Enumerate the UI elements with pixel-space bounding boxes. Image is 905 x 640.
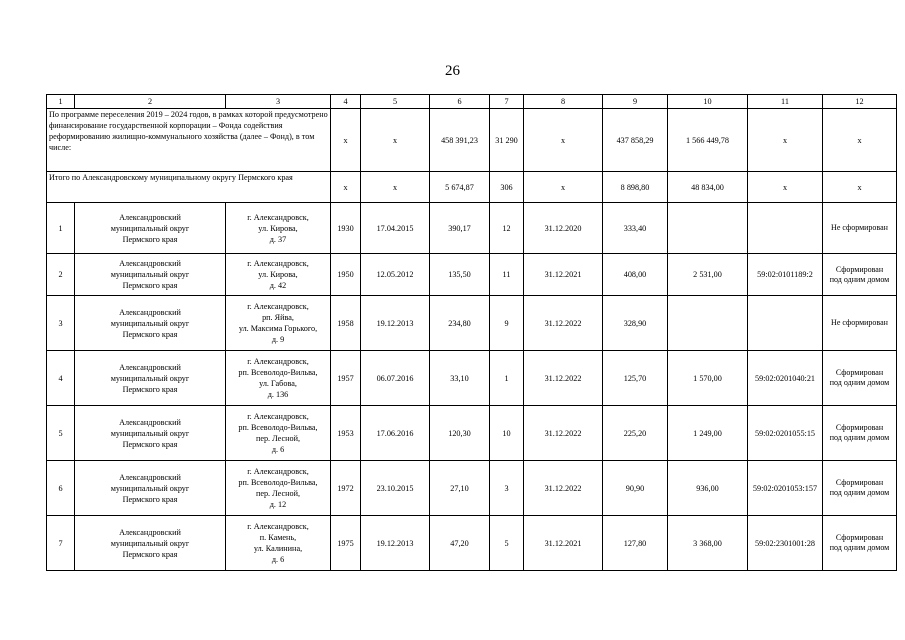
table-row — [47, 296, 897, 351]
cadastral-cell: 59:02:0201040:21 — [748, 351, 823, 406]
address-cell-line: д. 136 — [267, 390, 289, 399]
land-area-cell: 936,00 — [668, 461, 748, 516]
row-number: 4 — [47, 351, 75, 406]
municipality-cell-line: муниципальный округ — [110, 373, 190, 383]
status-cell — [823, 254, 897, 296]
address-cell-line: д. 6 — [271, 445, 285, 454]
address-cell-line: рп. Всеволодо-Вильва, — [238, 423, 318, 432]
table-row — [47, 461, 897, 516]
municipality-cell-line: Пермского края — [122, 329, 178, 339]
municipality-cell-line: Александровский — [119, 307, 181, 317]
column-header: 7 — [490, 95, 524, 109]
column-header: 11 — [748, 95, 823, 109]
address-cell-line: ул. Габова, — [259, 379, 297, 388]
municipality-cell-line: Александровский — [119, 362, 181, 372]
address-cell-line: г. Александровск, — [247, 212, 309, 222]
deadline-cell: 31.12.2021 — [524, 254, 603, 296]
municipality-cell-line: Александровский — [119, 417, 181, 427]
column-header: 5 — [361, 95, 430, 109]
municipality-cell — [75, 461, 226, 516]
address-cell-line: пер. Лесной, — [255, 434, 301, 443]
row-number: 6 — [47, 461, 75, 516]
people-cell: 11 — [490, 254, 524, 296]
date-cell: 19.12.2013 — [361, 516, 430, 571]
date-cell: 06.07.2016 — [361, 351, 430, 406]
address-cell-line: г. Александровск, — [247, 412, 309, 421]
row-number: 1 — [47, 203, 75, 254]
area-cell: 390,17 — [430, 203, 490, 254]
date-cell: 17.04.2015 — [361, 203, 430, 254]
address-cell-line: д. 9 — [271, 335, 285, 344]
total-c11: х — [748, 172, 823, 203]
status-cell — [823, 296, 897, 351]
area2-cell: 127,80 — [603, 516, 668, 571]
program-c10: 1 566 449,78 — [668, 109, 748, 172]
municipality-cell — [75, 203, 226, 254]
address-cell-line: рп. Яйва, — [262, 313, 294, 322]
row-number: 2 — [47, 254, 75, 296]
table-row — [47, 203, 897, 254]
column-header: 2 — [75, 95, 226, 109]
area2-cell: 328,90 — [603, 296, 668, 351]
cadastral-cell — [748, 203, 823, 254]
header-row — [47, 95, 897, 109]
area2-cell: 125,70 — [603, 351, 668, 406]
cadastral-cell — [748, 296, 823, 351]
address-cell — [226, 296, 331, 351]
column-header: 8 — [524, 95, 603, 109]
municipality-cell — [75, 254, 226, 296]
status-cell-line: под одним домом — [829, 433, 890, 442]
municipality-cell-line: Пермского края — [122, 384, 178, 394]
year-cell: 1975 — [331, 516, 361, 571]
land-area-cell: 2 531,00 — [668, 254, 748, 296]
municipality-cell-line: Пермского края — [122, 439, 178, 449]
area2-cell: 90,90 — [603, 461, 668, 516]
address-cell-line: д. 6 — [271, 555, 285, 564]
status-cell — [823, 461, 897, 516]
address-cell-line: г. Александровск, — [247, 467, 309, 476]
deadline-cell: 31.12.2022 — [524, 406, 603, 461]
row-number: 3 — [47, 296, 75, 351]
program-row — [47, 109, 897, 172]
municipality-cell-line: муниципальный округ — [110, 270, 190, 279]
program-c9: 437 858,29 — [603, 109, 668, 172]
people-cell: 5 — [490, 516, 524, 571]
page-number: 26 — [445, 63, 460, 79]
municipality-cell-line: муниципальный округ — [110, 428, 190, 438]
program-c4: х — [331, 109, 361, 172]
people-cell: 1 — [490, 351, 524, 406]
address-cell-line: ул. Кирова, — [258, 223, 298, 233]
year-cell: 1957 — [331, 351, 361, 406]
address-cell — [226, 351, 331, 406]
total-description: Итого по Александровскому муниципальному округу Пермского края — [47, 172, 331, 203]
total-c12: х — [823, 172, 897, 203]
municipality-cell-line: муниципальный округ — [110, 318, 190, 328]
program-c8: х — [524, 109, 603, 172]
land-area-cell: 1 249,00 — [668, 406, 748, 461]
municipality-cell-line: Пермского края — [122, 234, 178, 244]
column-header: 4 — [331, 95, 361, 109]
municipality-cell-line: Пермского края — [122, 494, 178, 504]
deadline-cell: 31.12.2020 — [524, 203, 603, 254]
address-cell-line: пер. Лесной, — [255, 489, 301, 498]
address-cell-line: г. Александровск, — [247, 357, 309, 366]
table-body — [47, 95, 897, 571]
municipality-cell-line: Пермского края — [122, 281, 178, 290]
year-cell: 1958 — [331, 296, 361, 351]
address-cell-line: г. Александровск, — [247, 302, 309, 311]
address-cell — [226, 516, 331, 571]
land-area-cell: 1 570,00 — [668, 351, 748, 406]
people-cell: 3 — [490, 461, 524, 516]
column-header: 9 — [603, 95, 668, 109]
address-cell-line: д. 37 — [269, 234, 287, 244]
status-cell-line: Не сформирован — [831, 318, 888, 327]
deadline-cell: 31.12.2022 — [524, 461, 603, 516]
date-cell: 17.06.2016 — [361, 406, 430, 461]
year-cell: 1950 — [331, 254, 361, 296]
status-cell-line: под одним домом — [829, 378, 890, 387]
address-cell-line: г. Александровск, — [247, 522, 309, 531]
address-cell — [226, 203, 331, 254]
total-c6: 5 674,87 — [430, 172, 490, 203]
deadline-cell: 31.12.2022 — [524, 351, 603, 406]
program-description: По программе переселения 2019 – 2024 годов, в рамках которой предусмотрено финансирование государственной корпорации – Фонда содействия реформированию жилищно-коммунального хозяйства (далее – Фонд), в том числе: — [47, 109, 331, 172]
cadastral-cell: 59:02:2301001:28 — [748, 516, 823, 571]
column-header: 6 — [430, 95, 490, 109]
program-c7: 31 290 — [490, 109, 524, 172]
program-c5: х — [361, 109, 430, 172]
status-cell-line: Сформирован — [835, 533, 884, 542]
date-cell: 19.12.2013 — [361, 296, 430, 351]
deadline-cell: 31.12.2022 — [524, 296, 603, 351]
municipality-cell — [75, 296, 226, 351]
address-cell-line: ул. Калинина, — [253, 544, 303, 553]
address-cell-line: ул. Кирова, — [258, 270, 298, 279]
municipality-cell-line: Александровский — [119, 527, 181, 537]
total-c9: 8 898,80 — [603, 172, 668, 203]
program-c12: х — [823, 109, 897, 172]
total-c4: х — [331, 172, 361, 203]
table-row — [47, 351, 897, 406]
address-cell — [226, 254, 331, 296]
total-c8: х — [524, 172, 603, 203]
area-cell: 27,10 — [430, 461, 490, 516]
total-c7: 306 — [490, 172, 524, 203]
date-cell: 23.10.2015 — [361, 461, 430, 516]
municipality-cell-line: муниципальный округ — [110, 483, 190, 493]
status-cell-line: Не сформирован — [831, 223, 888, 232]
program-c11: х — [748, 109, 823, 172]
status-cell-line: Сформирован — [835, 478, 884, 487]
status-cell-line: под одним домом — [829, 274, 890, 284]
total-c10: 48 834,00 — [668, 172, 748, 203]
table-row — [47, 254, 897, 296]
year-cell: 1953 — [331, 406, 361, 461]
municipality-cell-line: Александровский — [119, 259, 181, 268]
address-cell-line: д. 12 — [269, 500, 287, 509]
area2-cell: 333,40 — [603, 203, 668, 254]
column-header: 3 — [226, 95, 331, 109]
status-cell-line: Сформирован — [835, 423, 884, 432]
area2-cell: 408,00 — [603, 254, 668, 296]
date-cell: 12.05.2012 — [361, 254, 430, 296]
address-cell-line: п. Камень, — [259, 533, 297, 542]
municipality-cell-line: Александровский — [119, 212, 181, 222]
address-cell-line: д. 42 — [269, 281, 287, 290]
area-cell: 47,20 — [430, 516, 490, 571]
row-number: 7 — [47, 516, 75, 571]
municipality-cell — [75, 351, 226, 406]
row-number: 5 — [47, 406, 75, 461]
land-area-cell: 3 368,00 — [668, 516, 748, 571]
land-area-cell — [668, 203, 748, 254]
land-area-cell — [668, 296, 748, 351]
address-cell-line: ул. Максима Горького, — [238, 324, 318, 333]
status-cell — [823, 351, 897, 406]
total-row — [47, 172, 897, 203]
program-c6: 458 391,23 — [430, 109, 490, 172]
area2-cell: 225,20 — [603, 406, 668, 461]
people-cell: 9 — [490, 296, 524, 351]
status-cell-line: под одним домом — [829, 543, 890, 552]
area-cell: 33,10 — [430, 351, 490, 406]
municipality-cell — [75, 406, 226, 461]
area-cell: 120,30 — [430, 406, 490, 461]
municipality-cell — [75, 516, 226, 571]
address-cell-line: г. Александровск, — [247, 259, 309, 268]
column-header: 12 — [823, 95, 897, 109]
status-cell — [823, 406, 897, 461]
address-cell — [226, 406, 331, 461]
address-cell — [226, 461, 331, 516]
address-cell-line: рп. Всеволодо-Вильва, — [238, 478, 318, 487]
column-header: 1 — [47, 95, 75, 109]
municipality-cell-line: муниципальный округ — [110, 538, 190, 548]
area-cell: 234,80 — [430, 296, 490, 351]
total-c5: х — [361, 172, 430, 203]
resettlement-table — [46, 94, 897, 571]
table-row — [47, 406, 897, 461]
people-cell: 10 — [490, 406, 524, 461]
cadastral-cell: 59:02:0201053:157 — [748, 461, 823, 516]
table-row — [47, 516, 897, 571]
deadline-cell: 31.12.2021 — [524, 516, 603, 571]
cadastral-cell: 59:02:0201055:15 — [748, 406, 823, 461]
status-cell — [823, 203, 897, 254]
status-cell-line: Сформирован — [835, 264, 884, 274]
municipality-cell-line: Пермского края — [122, 549, 178, 559]
column-header: 10 — [668, 95, 748, 109]
year-cell: 1930 — [331, 203, 361, 254]
year-cell: 1972 — [331, 461, 361, 516]
status-cell-line: Сформирован — [835, 368, 884, 377]
status-cell-line: под одним домом — [829, 488, 890, 497]
people-cell: 12 — [490, 203, 524, 254]
area-cell: 135,50 — [430, 254, 490, 296]
cadastral-cell: 59:02:0101189:2 — [748, 254, 823, 296]
municipality-cell-line: Александровский — [119, 472, 181, 482]
status-cell — [823, 516, 897, 571]
address-cell-line: рп. Всеволодо-Вильва, — [238, 368, 318, 377]
municipality-cell-line: муниципальный округ — [110, 223, 190, 233]
